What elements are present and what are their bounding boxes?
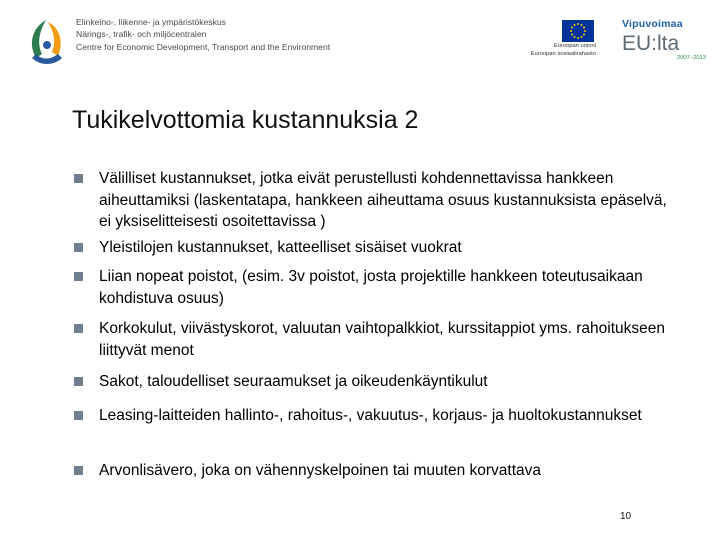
page-number: 10	[620, 511, 632, 522]
bullet-marker-icon	[74, 411, 83, 420]
bullet-marker-icon	[74, 243, 83, 252]
eu-lta-years: 2007–2013	[676, 55, 706, 61]
organization-name	[76, 16, 330, 53]
ely-logo-icon	[22, 18, 68, 66]
bullet-marker-icon	[74, 272, 83, 281]
ely-logo	[22, 18, 68, 66]
list-item	[74, 318, 674, 361]
eu-emblem	[514, 20, 596, 58]
vipuvoimaa-logo	[622, 18, 706, 61]
list-item	[74, 168, 674, 233]
list-item-text: Leasing-laitteiden hallinto-, rahoitus-, vakuutus-, korjaus- ja huoltokustannukset	[99, 407, 642, 424]
eu-lta-mark: EU:lta	[622, 32, 680, 55]
list-item-text: Korkokulut, viivästyskorot, valuutan vaihtopalkkiot, kurssitappiot yms. rahoitukseen liittyvät menot	[99, 320, 666, 359]
org-name-fi: Elinkeino-, liikenne- ja ympäristökeskus	[76, 17, 226, 27]
bullet-marker-icon	[74, 466, 83, 475]
org-name-sv: Närings-, trafik- och miljöcentralen	[76, 29, 207, 40]
list-item	[74, 405, 674, 427]
list-item	[74, 266, 674, 309]
list-item-text: Sakot, taloudelliset seuraamukset ja oikeudenkäyntikulut	[99, 373, 488, 390]
bullet-marker-icon	[74, 174, 83, 183]
eu-caption-fund: Euroopan sosiaalirahasto	[530, 51, 596, 57]
bullet-marker-icon	[74, 324, 83, 333]
eu-caption-union: Euroopan unioni	[553, 43, 596, 49]
slide-title: Tukikelvottomia kustannuksia 2	[72, 106, 419, 134]
list-item	[74, 460, 674, 482]
bullet-marker-icon	[74, 377, 83, 386]
list-item	[74, 371, 674, 393]
eu-flag-icon	[562, 20, 594, 42]
list-item	[74, 237, 674, 259]
list-item-text: Välilliset kustannukset, jotka eivät perustellusti kohdennettavissa hankkeen aiheuttamiksi (laskentatapa, hankkeen aiheuttama osuus kustannuksista epäselvä, ei yksiselitteisesti osoitettavissa )	[99, 170, 667, 230]
org-name-en: Centre for Economic Development, Transport and the Environment	[76, 41, 331, 52]
list-item-text: Arvonlisävero, joka on vähennyskelpoinen tai muuten korvattava	[99, 462, 542, 479]
list-item-text: Yleistilojen kustannukset, katteelliset sisäiset vuokrat	[99, 239, 462, 256]
vipuvoimaa-title: Vipuvoimaa	[622, 18, 683, 30]
list-item-text: Liian nopeat poistot, (esim. 3v poistot, josta projektille hankkeen toteutusaikaan kohdistuva osuus)	[99, 268, 643, 307]
